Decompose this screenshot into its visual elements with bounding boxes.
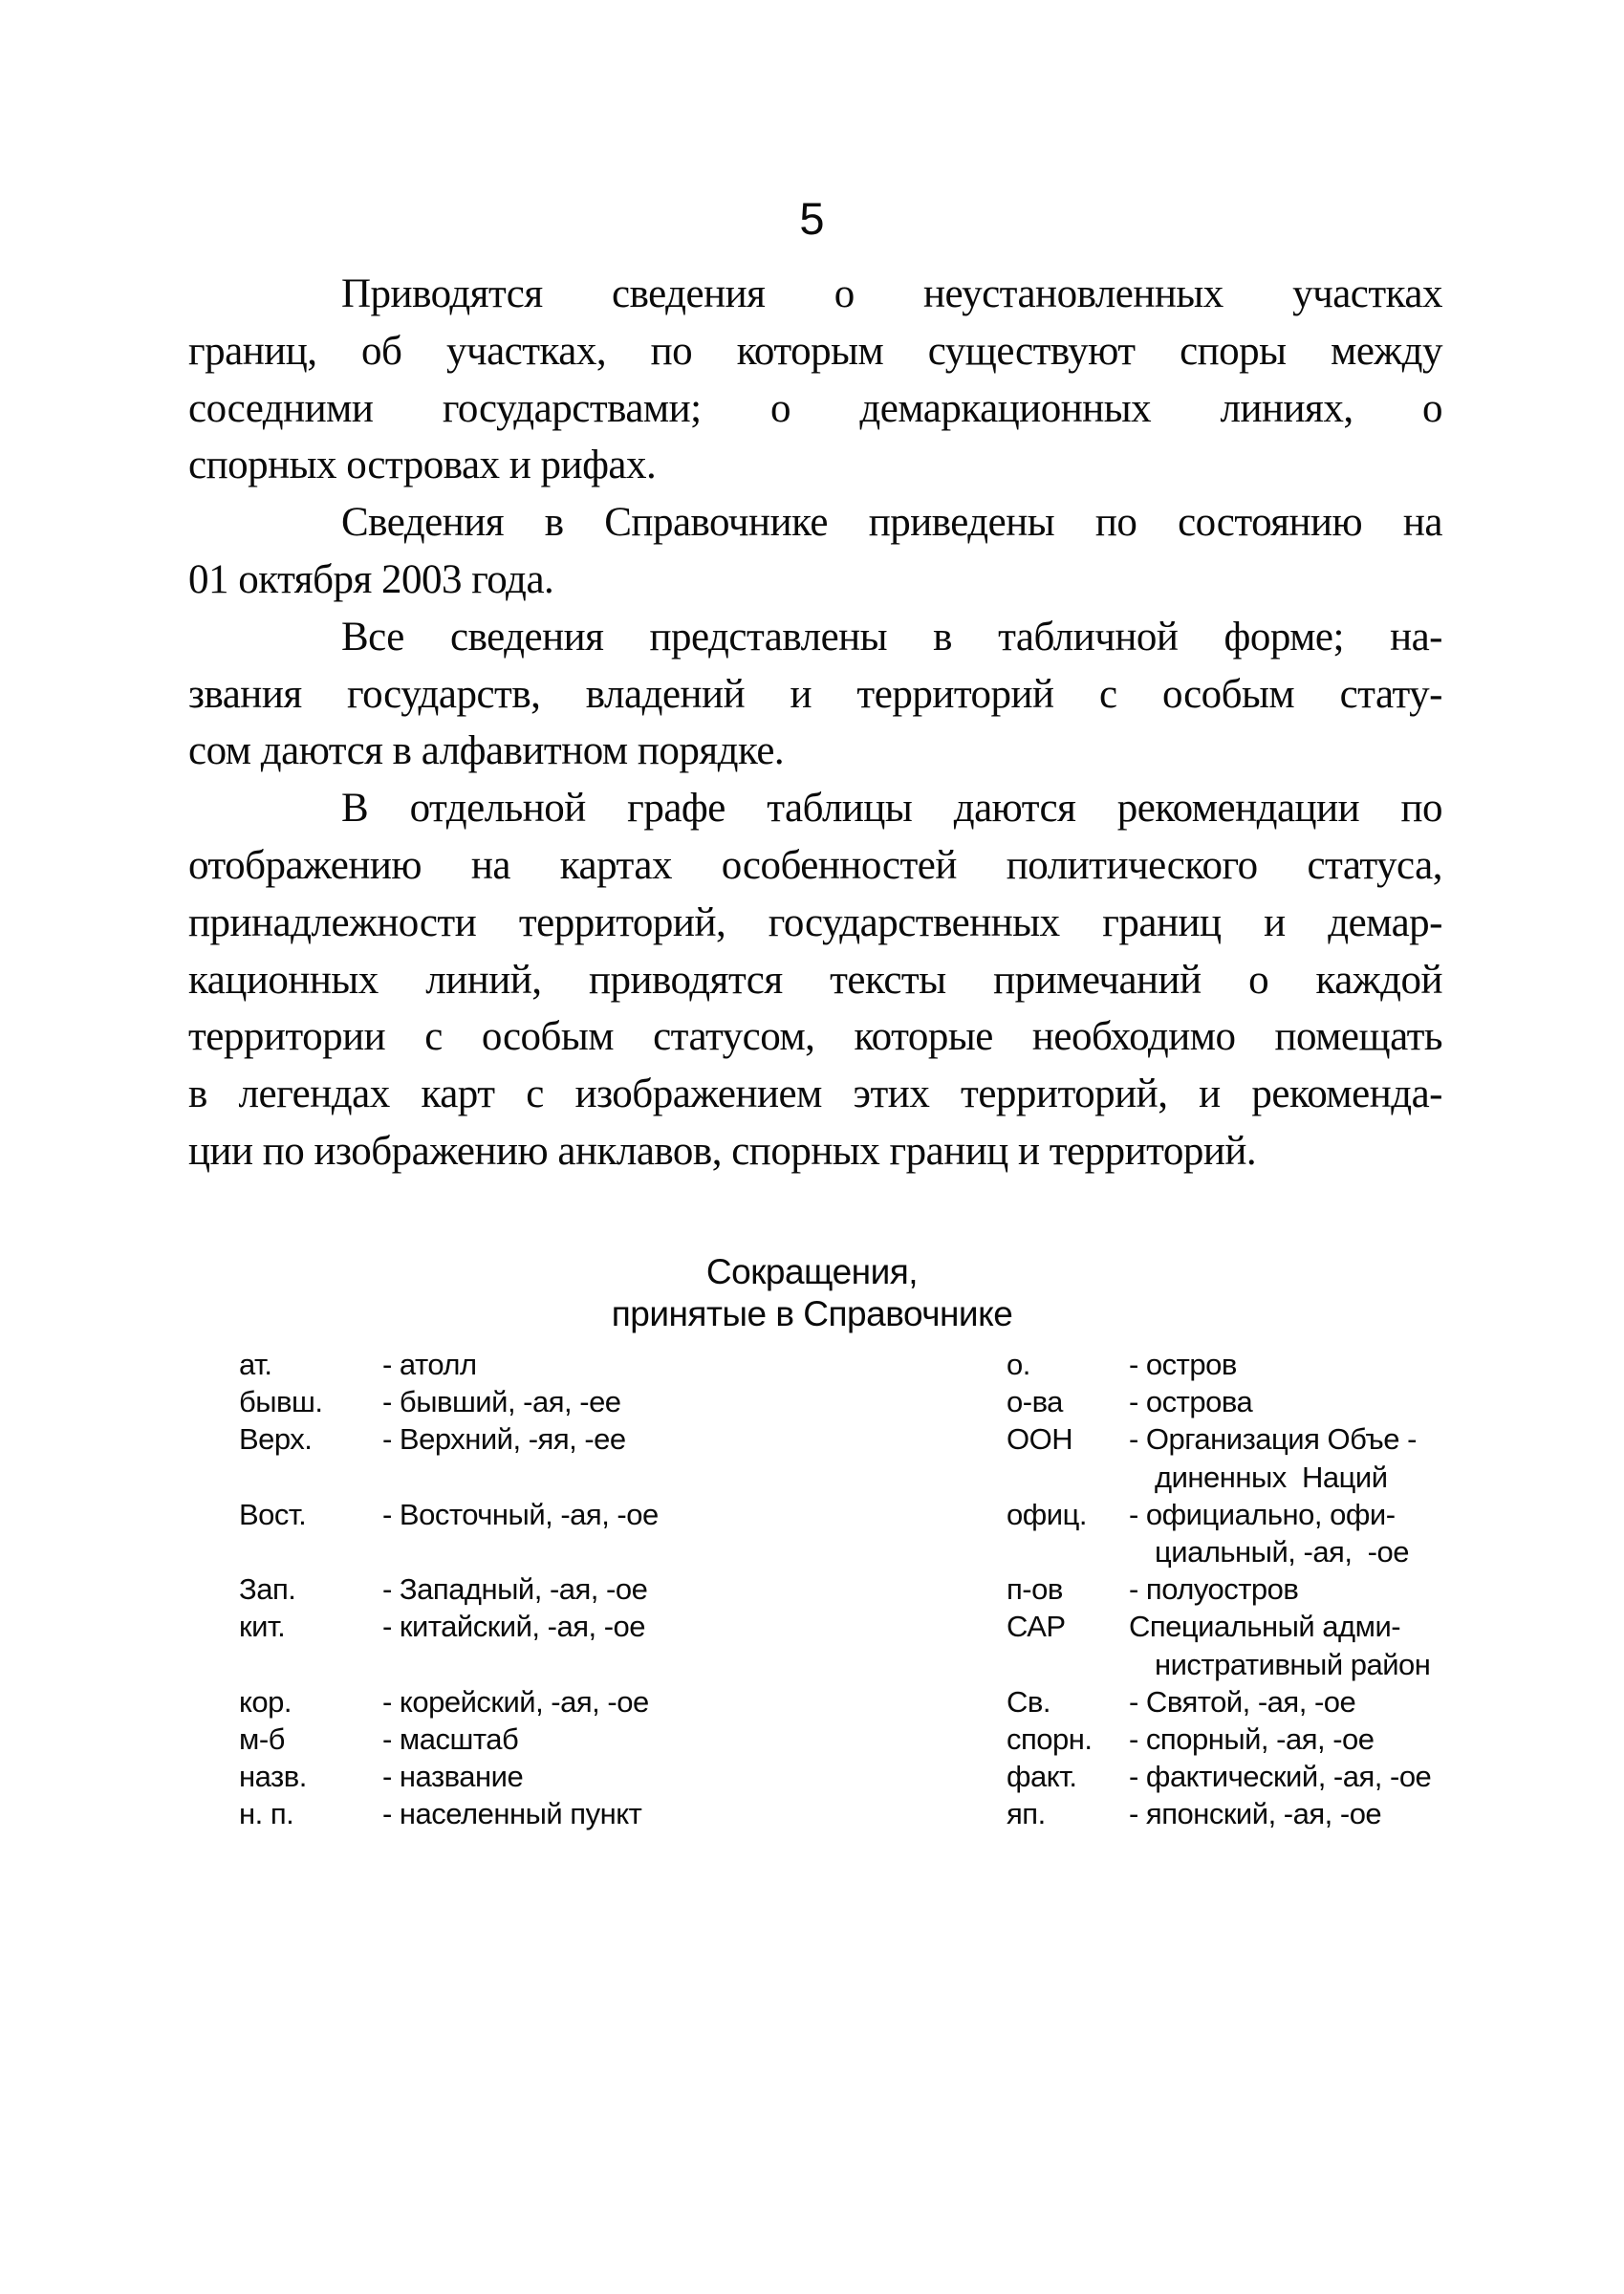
paragraph	[188, 609, 1442, 780]
text-line: звания государств, владений и территорий с особым стату-	[188, 671, 1442, 717]
abbr-definition: - атолл	[382, 1348, 477, 1381]
text-line: в легендах карт с изображением этих территорий, и рекоменда-	[188, 1071, 1442, 1117]
abbr-definition: - название	[382, 1760, 524, 1794]
abbr-term	[239, 1533, 382, 1570]
abbr-row	[239, 1383, 1510, 1420]
abbreviations-title-line: принятые в Справочнике	[611, 1294, 1013, 1333]
abbr-row	[239, 1420, 1510, 1458]
text-line: ции по изображению анклавов, спорных границ и территорий.	[188, 1128, 1257, 1174]
paragraph	[188, 780, 1442, 1180]
abbr-term: спорн.	[1007, 1721, 1093, 1756]
abbr-row	[239, 1346, 1510, 1383]
abbr-definition	[382, 1646, 1007, 1683]
abbr-term	[1007, 1533, 1129, 1570]
abbr-definition: - полуостров	[1129, 1572, 1299, 1607]
body-text	[188, 266, 1442, 1180]
abbr-term: ООН	[1007, 1422, 1073, 1457]
abbr-definition: - острова	[1129, 1385, 1253, 1419]
text-line: территории с особым статусом, которые необходимо помещать	[188, 1014, 1442, 1060]
abbreviations-title-line: Сокращения,	[705, 1252, 919, 1291]
abbr-term: кит.	[239, 1610, 286, 1644]
abbr-term: назв.	[239, 1760, 307, 1794]
abbr-term: Зап.	[239, 1572, 296, 1607]
abbr-definition: - корейский, -ая, -ое	[382, 1684, 649, 1719]
abbr-term: ат.	[239, 1348, 272, 1381]
abbr-row	[239, 1720, 1510, 1758]
abbr-definition: - фактический, -ая, -ое	[1129, 1760, 1432, 1794]
text-line: сом даются в алфавитном порядке.	[188, 728, 785, 774]
abbr-definition: - масштаб	[382, 1721, 519, 1756]
abbr-definition: - Западный, -ая, -ое	[382, 1572, 648, 1607]
abbr-definition: - Восточный, -ая, -ое	[382, 1497, 659, 1531]
abbr-term: яп.	[1007, 1797, 1046, 1831]
abbr-definition: Специальный адми-	[1129, 1610, 1401, 1644]
page-number: 5	[799, 193, 825, 244]
text-line: 01 октября 2003 года.	[188, 556, 554, 602]
abbr-term	[1007, 1459, 1129, 1496]
abbr-definition: - официально, офи-	[1129, 1497, 1396, 1531]
text-line: Все сведения представлены в табличной форме; на-	[341, 614, 1442, 660]
abbr-definition: - Святой, -ая, -ое	[1129, 1684, 1356, 1719]
text-line: Сведения в Справочнике приведены по состоянию на	[341, 500, 1442, 546]
abbr-definition: - остров	[1129, 1348, 1237, 1381]
abbr-term	[239, 1646, 382, 1683]
abbr-term: м-б	[239, 1721, 285, 1756]
abbr-term: САР	[1007, 1610, 1066, 1644]
text-line: спорных островах и рифах.	[188, 443, 657, 488]
abbr-term: п-ов	[1007, 1572, 1063, 1607]
abbr-definition: - Организация Объе -	[1129, 1422, 1417, 1457]
abbr-definition	[382, 1533, 1007, 1570]
abbr-row	[239, 1533, 1510, 1570]
text-line: В отдельной графе таблицы даются рекомендации по	[341, 786, 1442, 832]
abbr-term: факт.	[1007, 1760, 1077, 1794]
abbr-term: Верх.	[239, 1422, 313, 1457]
abbr-row	[239, 1795, 1510, 1832]
abbreviations-title	[0, 1251, 1624, 1335]
abbr-row	[239, 1683, 1510, 1720]
text-line: соседними государствами; о демаркационных линиях, о	[188, 385, 1442, 431]
text-line: принадлежности территорий, государственных границ и демар-	[188, 899, 1442, 945]
abbr-definition: - японский, -ая, -ое	[1129, 1797, 1382, 1831]
abbr-term: о-ва	[1007, 1385, 1063, 1419]
abbr-definition	[382, 1459, 1007, 1496]
abbr-term: офиц.	[1007, 1497, 1087, 1531]
abbr-term: кор.	[239, 1684, 292, 1719]
abbr-definition: нистративный район	[1155, 1647, 1431, 1681]
abbr-term	[1007, 1646, 1129, 1683]
abbr-definition: - спорный, -ая, -ое	[1129, 1721, 1375, 1756]
text-line: отображению на картах особенностей политического статуса,	[188, 842, 1442, 888]
abbr-definition: - китайский, -ая, -ое	[382, 1610, 646, 1644]
text-line: кационных линий, приводятся тексты примечаний о каждой	[188, 957, 1442, 1003]
abbr-term: н. п.	[239, 1797, 294, 1831]
text-line: Приводятся сведения о неустановленных участках	[341, 271, 1442, 316]
abbr-definition: - Верхний, -яя, -ее	[382, 1422, 626, 1457]
abbr-term: бывш.	[239, 1385, 323, 1419]
abbr-definition: циальный, -ая, -ое	[1155, 1534, 1409, 1569]
abbr-row	[239, 1459, 1510, 1496]
abbr-term: Св.	[1007, 1684, 1050, 1719]
paragraph	[188, 266, 1442, 494]
abbr-term	[239, 1459, 382, 1496]
text-line: границ, об участках, по которым существуют споры между	[188, 328, 1442, 374]
abbr-row	[239, 1570, 1510, 1608]
abbr-definition: диненных Наций	[1155, 1460, 1388, 1494]
abbr-row	[239, 1646, 1510, 1683]
abbr-row	[239, 1496, 1510, 1533]
abbreviations-table	[239, 1346, 1510, 1832]
abbr-definition: - населенный пункт	[382, 1797, 642, 1831]
abbr-row	[239, 1758, 1510, 1795]
abbr-definition: - бывший, -ая, -ее	[382, 1385, 621, 1419]
abbr-row	[239, 1608, 1510, 1645]
paragraph	[188, 494, 1442, 609]
abbr-term: о.	[1007, 1348, 1030, 1381]
abbr-term: Вост.	[239, 1497, 307, 1531]
